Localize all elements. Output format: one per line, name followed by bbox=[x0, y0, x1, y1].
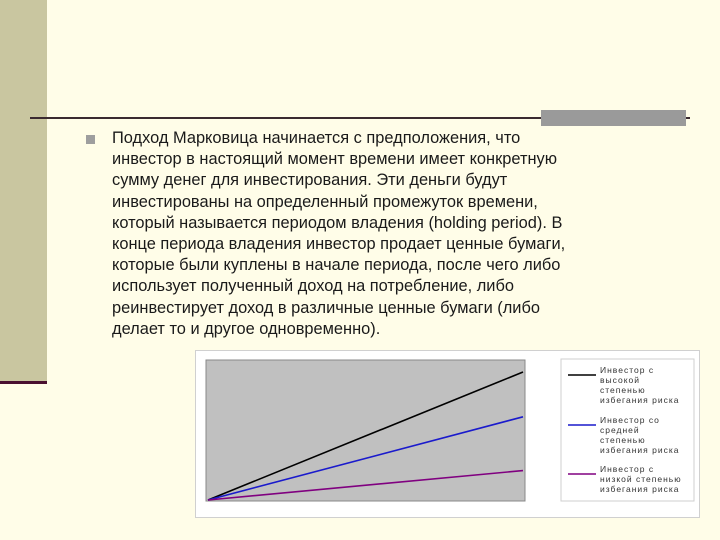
legend-label-3: низкой степенью bbox=[600, 474, 682, 484]
legend-label-1: высокой bbox=[600, 375, 640, 385]
legend-label-3: Инвестор с bbox=[600, 464, 655, 474]
legend-label-2: Инвестор со bbox=[600, 415, 660, 425]
left-decor-band bbox=[0, 0, 47, 383]
legend-label-3: избегания риска bbox=[600, 484, 680, 494]
legend-label-2: избегания риска bbox=[600, 445, 680, 455]
left-decor-line bbox=[0, 381, 47, 384]
divider-accent-block bbox=[541, 110, 686, 126]
bullet-text: Подход Марковица начинается с предположения, что инвестор в настоящий момент времени имеет конкретную сумму денег для инвестирования. Эти деньги будут инвестированы на определенный промежуток времени, который называется периодом владения (holding period). В конце периода владения инвестор продает ценные бумаги, которые были куплены в начале периода, после чего либо использует полученный доход на потребление, либо реинвестирует доход в различные ценные бумаги (либо делает то и другое одновременно). bbox=[112, 129, 566, 338]
legend-label-2: степенью bbox=[600, 435, 646, 445]
bullet-square-icon bbox=[86, 135, 95, 144]
legend-label-1: Инвестор с bbox=[600, 365, 655, 375]
legend-label-1: степенью bbox=[600, 385, 646, 395]
line-chart bbox=[196, 351, 699, 517]
plot-area bbox=[206, 360, 525, 501]
legend-label-2: средней bbox=[600, 425, 640, 435]
chart-container bbox=[195, 350, 700, 518]
legend-label-1: избегания риска bbox=[600, 395, 680, 405]
